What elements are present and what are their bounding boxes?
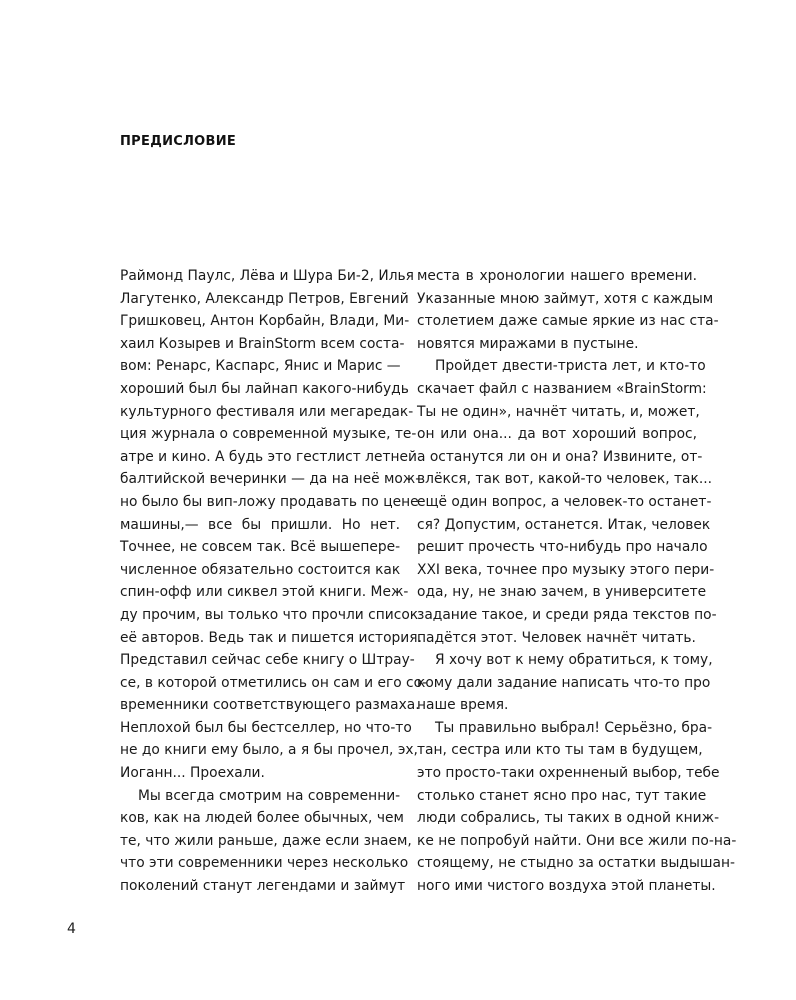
text-line: хаил Козырев и BrainStorm всем соста- (120, 335, 405, 352)
text-line: Лагутенко, Александр Петров, Евгений (120, 290, 409, 307)
text-line: ода, ну, не знаю зачем, в университете (417, 584, 707, 601)
text-line: люди собрались, ты таких в одной книж- (417, 810, 720, 827)
text-line: вом: Ренарс, Каспарс, Янис и Марис — (120, 358, 401, 375)
text-line: машины,— все бы пришли. Но нет. (120, 516, 400, 533)
text-line: он или она... да вот хороший вопрос, (417, 426, 697, 443)
text-line: те, что жили раньше, даже если знаем, (120, 832, 412, 849)
text-line: ещё один вопрос, а человек-то останет- (417, 493, 712, 510)
text-line: её авторов. Ведь так и пишется история. (120, 629, 422, 646)
text-line: решит прочесть что-нибудь про начало (417, 539, 708, 556)
text-line: се, в которой отметились он сам и его со- (120, 674, 428, 691)
text-line: поколений станут легендами и займут (120, 878, 406, 895)
text-line: ке не попробуй найти. Они все жили по-на- (417, 832, 737, 849)
text-line: численное обязательно состоится как (120, 561, 401, 578)
text-column-right (417, 265, 737, 898)
text-line: столетием даже самые яркие из нас ста- (417, 313, 719, 330)
text-line: кому дали задание написать что-то про (417, 674, 711, 691)
text-line: Указанные мною займут, хотя с каждым (417, 290, 714, 307)
page-number: 4 (67, 921, 76, 937)
text-line: балтийской вечеринки — да на неё мож- (120, 471, 421, 488)
text-line: ся? Допустим, останется. Итак, человек (417, 516, 711, 533)
text-line: атре и кино. А будь это гестлист летней (120, 448, 417, 465)
text-line: ция журнала о современной музыке, те- (120, 426, 417, 443)
text-line: а останутся ли он и она? Извините, от- (417, 448, 703, 465)
text-line: культурного фестиваля или мегаредак- (120, 403, 414, 420)
text-line: наше время. (417, 697, 509, 714)
text-column-left (120, 265, 428, 898)
text-line: это просто-таки охренненый выбор, тебе (417, 765, 720, 782)
text-line: Я хочу вот к нему обратиться, к тому, (435, 652, 713, 669)
text-line: Мы всегда смотрим на современни- (138, 787, 401, 804)
text-line: Гришковец, Антон Корбайн, Влади, Ми- (120, 313, 410, 330)
text-line: Иоганн... Проехали. (120, 765, 265, 782)
text-line: но было бы вип-ложу продавать по цене (120, 493, 419, 510)
text-line: скачает файл с названием «BrainStorm: (417, 380, 707, 397)
text-line: хороший был бы лайнап какого-нибудь (120, 380, 409, 397)
text-line: Пройдет двести-триста лет, и кто-то (435, 358, 706, 375)
text-line: столько станет ясно про нас, тут такие (417, 787, 707, 804)
text-line: задание такое, и среди ряда текстов по- (417, 606, 717, 623)
text-line: падётся этот. Человек начнёт читать. (417, 629, 696, 646)
text-line: Представил сейчас себе книгу о Штрау- (120, 652, 415, 669)
text-line: Ты правильно выбрал! Серьёзно, бра- (435, 719, 713, 736)
text-line: Раймонд Паулс, Лёва и Шура Би-2, Илья (120, 268, 414, 284)
text-line: стоящему, не стыдно за остатки выдышан- (417, 855, 735, 872)
text-line: Точнее, не совсем так. Всё вышепере- (120, 539, 401, 556)
text-line: ду прочим, вы только что прочли список (120, 606, 419, 623)
text-line: Неплохой был бы бестселлер, но что-то (120, 719, 412, 736)
text-line: ного ими чистого воздуха этой планеты. (417, 878, 716, 895)
text-line: Ты не один», начнёт читать, и, может, (417, 403, 700, 420)
page-heading: ПРЕДИСЛОВИЕ (120, 133, 237, 149)
text-line: что эти современники через несколько (120, 855, 409, 872)
text-line: влёкся, так вот, какой-то человек, так... (417, 471, 712, 488)
text-line: новятся миражами в пустыне. (417, 335, 639, 352)
text-line: тан, сестра или кто ты там в будущем, (417, 742, 703, 759)
text-line: места в хронологии нашего времени. (417, 268, 697, 284)
text-line: спин-офф или сиквел этой книги. Меж- (120, 584, 409, 601)
text-line: не до книги ему было, а я бы прочел, эх, (120, 742, 418, 759)
text-line: временники соответствующего размаха. (120, 697, 420, 714)
text-line: ков, как на людей более обычных, чем (120, 810, 404, 827)
text-line: XXI века, точнее про музыку этого пери- (417, 561, 715, 578)
